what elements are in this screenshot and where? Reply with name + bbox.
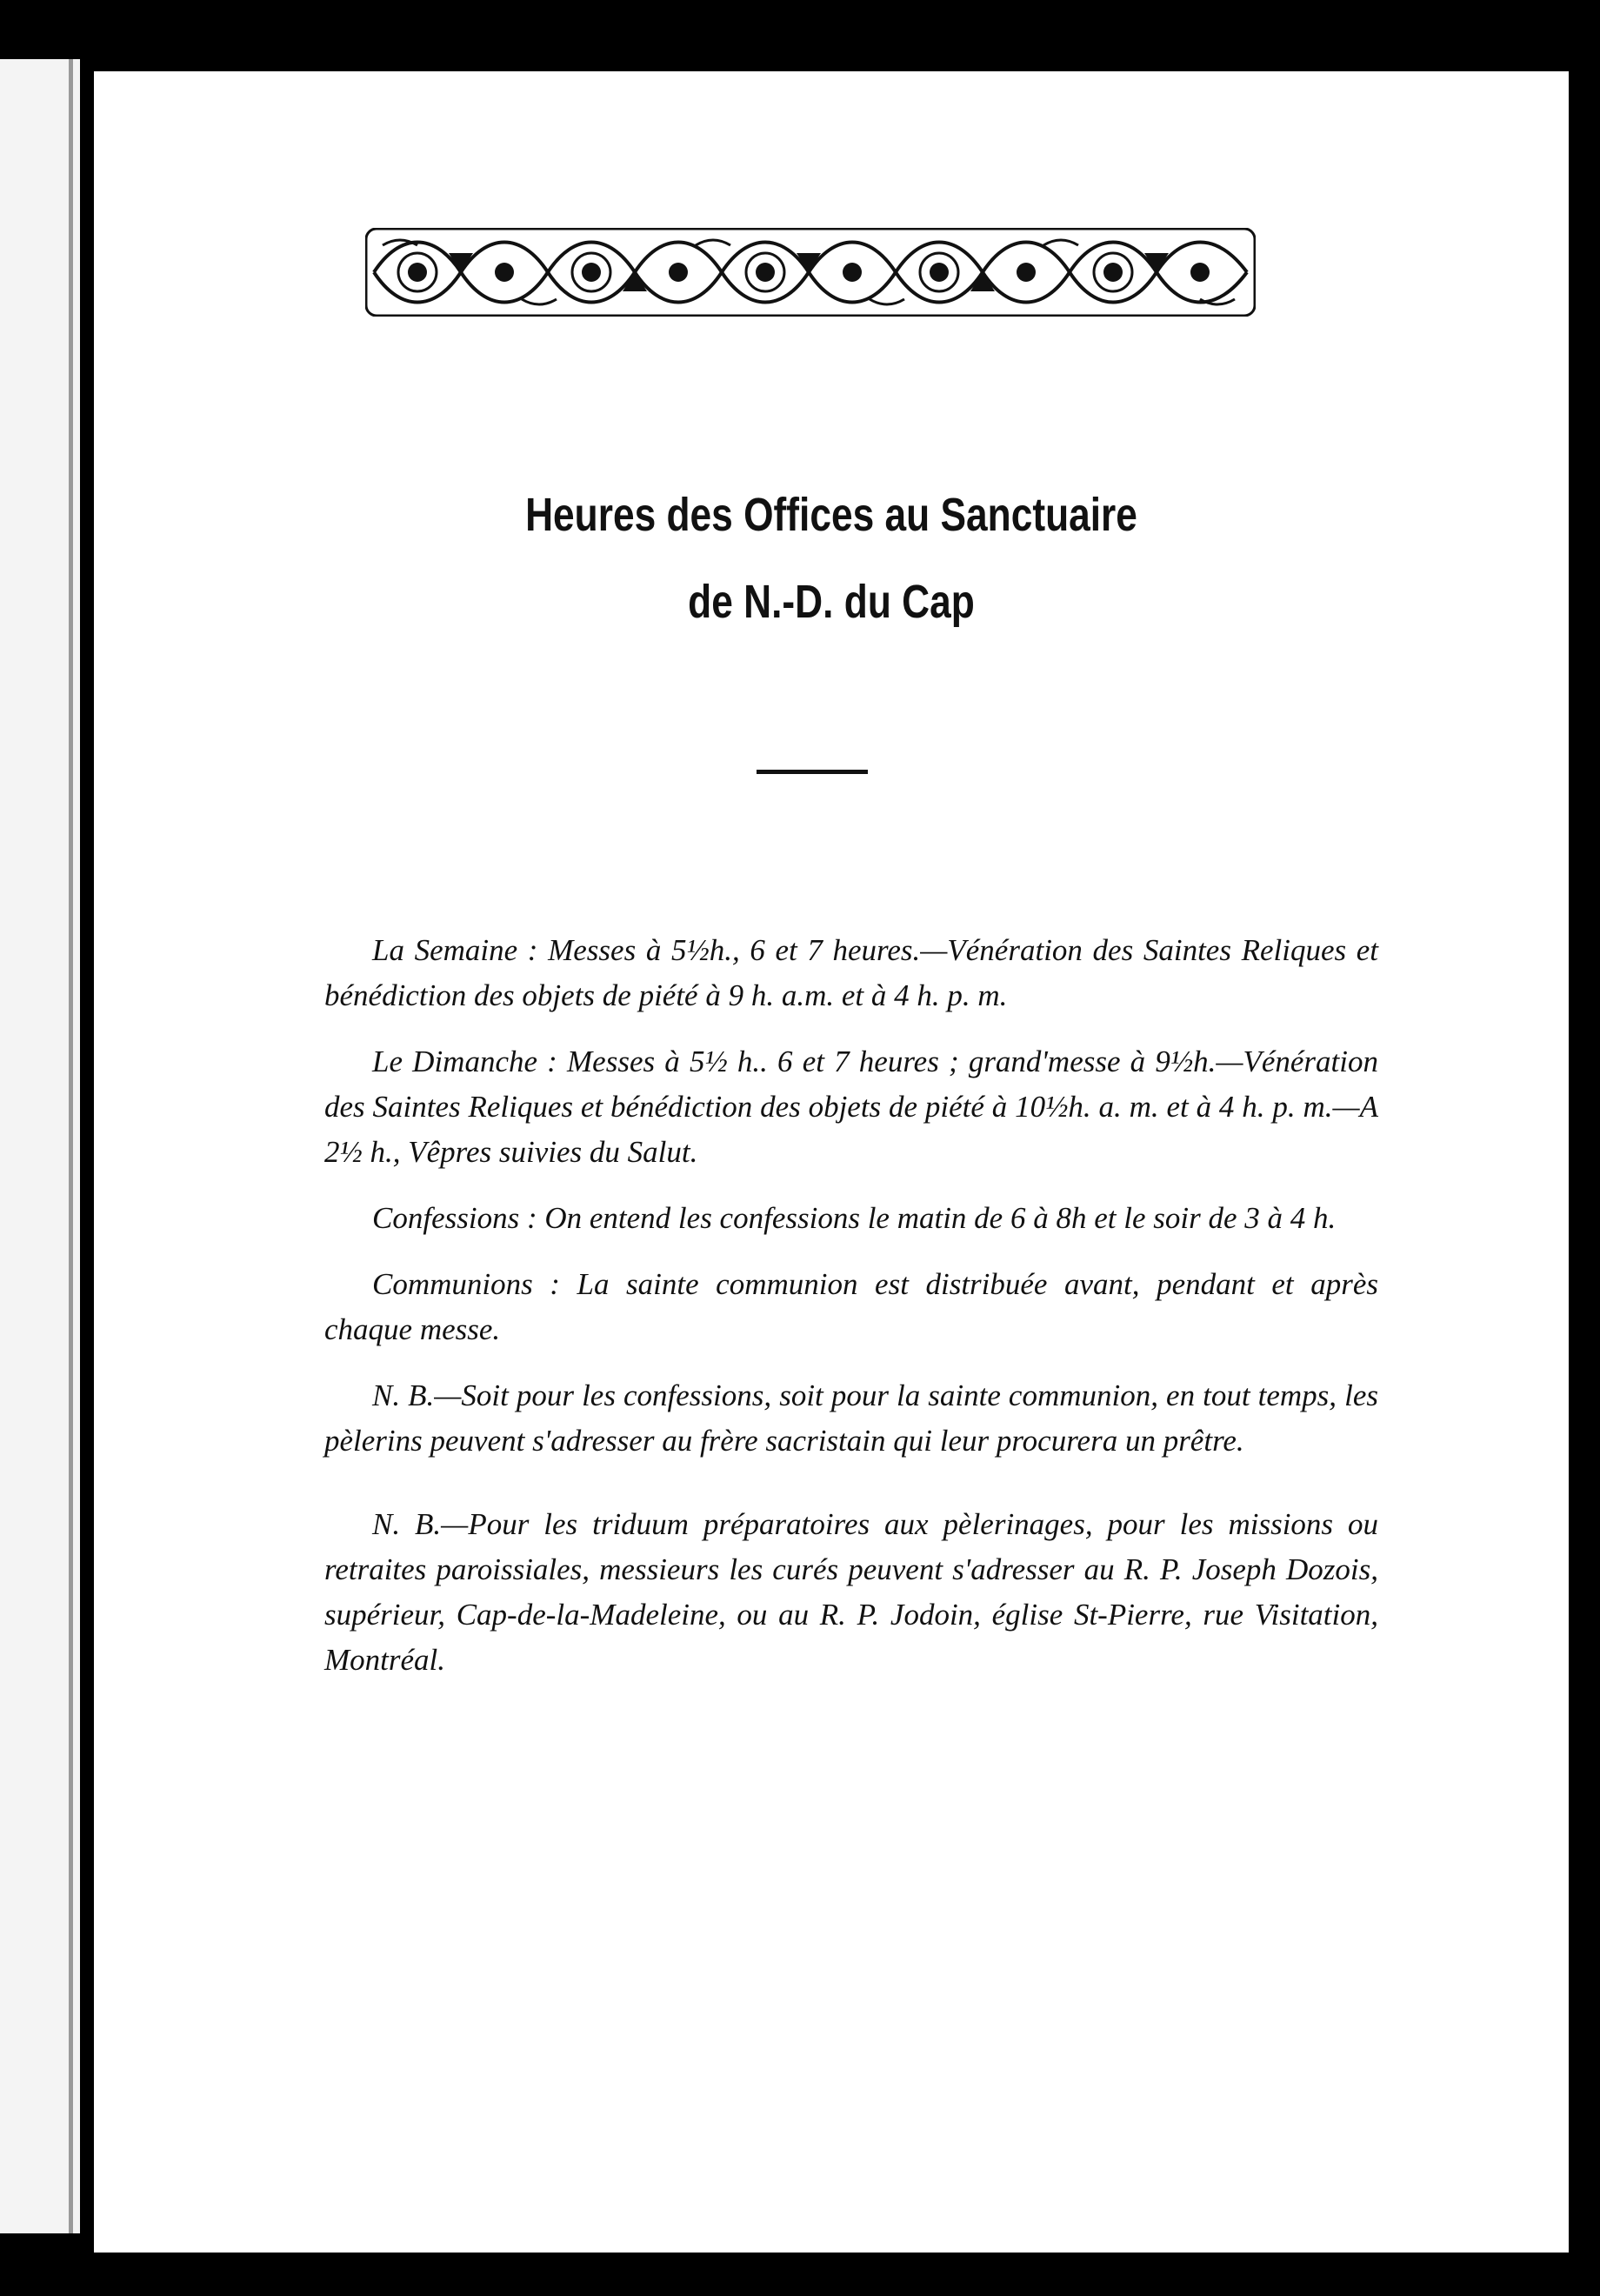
title-line-2: de N.-D. du Cap [688, 576, 975, 628]
paragraph-lead: N. B.— [372, 1378, 462, 1412]
paragraph-lead: Confessions : [372, 1201, 537, 1235]
paragraph-body: On entend les confessions le matin de 6 à 8h et le soir de 3 à 4 h. [537, 1201, 1337, 1235]
paragraph-lead: Communions : [372, 1267, 560, 1301]
page [94, 71, 1569, 2253]
paragraph-body: Soit pour les confessions, soit pour la sainte communion, en tout temps, les pèlerins peuvent s'adresser au frère sacristain qui leur procurera un prêtre. [324, 1378, 1378, 1458]
title-line-1: Heures des Offices au Sanctuaire [525, 489, 1137, 541]
paragraph-semaine [324, 928, 1378, 1018]
office-hours-text [324, 928, 1378, 1704]
title-divider-rule [757, 770, 868, 774]
paragraph-dimanche [324, 1039, 1378, 1175]
paragraph-confessions [324, 1196, 1378, 1241]
paragraph-lead: N. B.— [372, 1507, 469, 1541]
paragraph-body: Messes à 5½h., 6 et 7 heures.—Vénération des Saintes Reliques et bénédiction des objets de piété à 9 h. a.m. et à 4 h. p. m. [324, 933, 1378, 1012]
paragraph-body: La sainte communion est distribuée avant, pendant et après chaque messe. [324, 1267, 1378, 1346]
paragraph-lead: La Semaine : [372, 933, 538, 967]
paragraph-communions [324, 1262, 1378, 1352]
paragraph-body: Messes à 5½ h.. 6 et 7 heures ; grand'messe à 9½h.—Vénération des Saintes Reliques et bénédiction des objets de piété à 10½h. a. m. et à 4 h. p. m.—A 2½ h., Vêpres suivies du Salut. [324, 1045, 1378, 1169]
paragraph-nb-triduum [324, 1502, 1378, 1683]
paragraph-lead: Le Dimanche : [372, 1045, 557, 1078]
page-title [227, 471, 1437, 645]
paragraph-body: Pour les triduum préparatoires aux pèlerinages, pour les missions ou retraites paroissiales, messieurs les curés peuvent s'adresser au R. P. Joseph Dozois, supérieur, Cap-de-la-Madeleine, ou au R. P. Jodoin, église St-Pierre, rue Visitation, Montréal. [324, 1507, 1378, 1677]
left-page-edge [0, 59, 80, 2233]
decorative-border-ornament [365, 228, 1256, 317]
paragraph-nb-confessions [324, 1373, 1378, 1464]
page-fold-line [69, 59, 73, 2233]
